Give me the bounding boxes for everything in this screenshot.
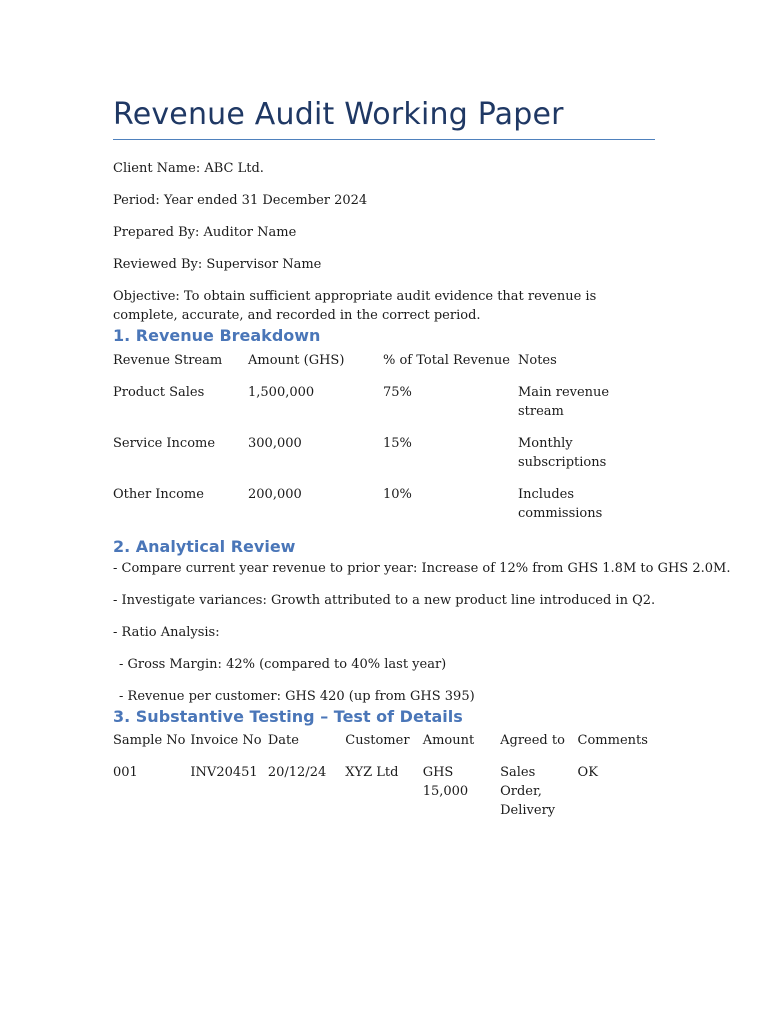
document-meta: [113, 159, 655, 325]
table-header-row: [113, 731, 655, 763]
list-item: - Ratio Analysis:: [113, 625, 220, 640]
table-cell: 200,000: [248, 487, 302, 502]
column-header: Revenue Stream: [113, 353, 223, 368]
column-header: % of Total Revenue: [383, 353, 510, 368]
list-item: - Investigate variances: Growth attributed to a new product line introduced in Q2.: [113, 593, 656, 608]
revenue-breakdown-table: [113, 351, 655, 536]
section-heading-analytical-review: 2. Analytical Review: [113, 537, 296, 556]
column-header: Amount (GHS): [248, 353, 345, 368]
column-header: Invoice No: [190, 733, 262, 748]
reviewed-by: Reviewed By: Supervisor Name: [113, 257, 322, 272]
section-heading-revenue-breakdown: 1. Revenue Breakdown: [113, 326, 321, 345]
table-cell: Sales Order, Delivery: [500, 765, 556, 818]
objective: Objective: To obtain sufficient appropriate audit evidence that revenue is complete, accurate, and recorded in the correct period.: [113, 289, 597, 323]
column-header: Amount: [422, 733, 475, 748]
table-cell: 10%: [383, 487, 412, 502]
section-heading-substantive-testing: 3. Substantive Testing – Test of Details: [113, 707, 463, 726]
period: Period: Year ended 31 December 2024: [113, 193, 368, 208]
table-cell: INV20451: [190, 765, 258, 780]
table-cell: Other Income: [113, 487, 204, 502]
column-header: Date: [267, 733, 299, 748]
table-cell: Product Sales: [113, 385, 205, 400]
analytical-review-list: [113, 559, 731, 706]
title-underline: [113, 139, 655, 140]
table-cell: 15%: [383, 436, 412, 451]
client-name: Client Name: ABC Ltd.: [113, 161, 264, 176]
table-row: [113, 383, 655, 434]
table-row: [113, 763, 655, 820]
table-cell: Monthly subscriptions: [518, 436, 607, 470]
column-header: Agreed to: [500, 733, 565, 748]
table-cell: GHS 15,000: [422, 765, 469, 799]
column-header: Notes: [518, 353, 557, 368]
table-row: [113, 485, 655, 536]
list-item: - Gross Margin: 42% (compared to 40% last year): [119, 657, 447, 672]
table-header-row: [113, 351, 655, 383]
list-item: - Revenue per customer: GHS 420 (up from GHS 395): [119, 689, 475, 704]
prepared-by: Prepared By: Auditor Name: [113, 225, 297, 240]
table-cell: Service Income: [113, 436, 216, 451]
column-header: Customer: [345, 733, 410, 748]
column-header: Sample No: [113, 733, 186, 748]
table-row: [113, 434, 655, 485]
column-header: Comments: [577, 733, 648, 748]
document-title: Revenue Audit Working Paper: [113, 97, 564, 132]
table-cell: OK: [577, 765, 598, 780]
table-cell: Main revenue stream: [518, 385, 610, 419]
table-cell: 300,000: [248, 436, 302, 451]
table-cell: 1,500,000: [248, 385, 315, 400]
test-of-details-table: [113, 731, 655, 820]
table-cell: 75%: [383, 385, 412, 400]
document-body: [113, 95, 731, 820]
table-cell: XYZ Ltd: [345, 765, 399, 780]
table-cell: 001: [113, 765, 138, 780]
list-item: - Compare current year revenue to prior year: Increase of 12% from GHS 1.8M to GHS 2.0M.: [113, 561, 731, 576]
table-cell: Includes commissions: [518, 487, 603, 521]
table-cell: 20/12/24: [267, 765, 327, 780]
